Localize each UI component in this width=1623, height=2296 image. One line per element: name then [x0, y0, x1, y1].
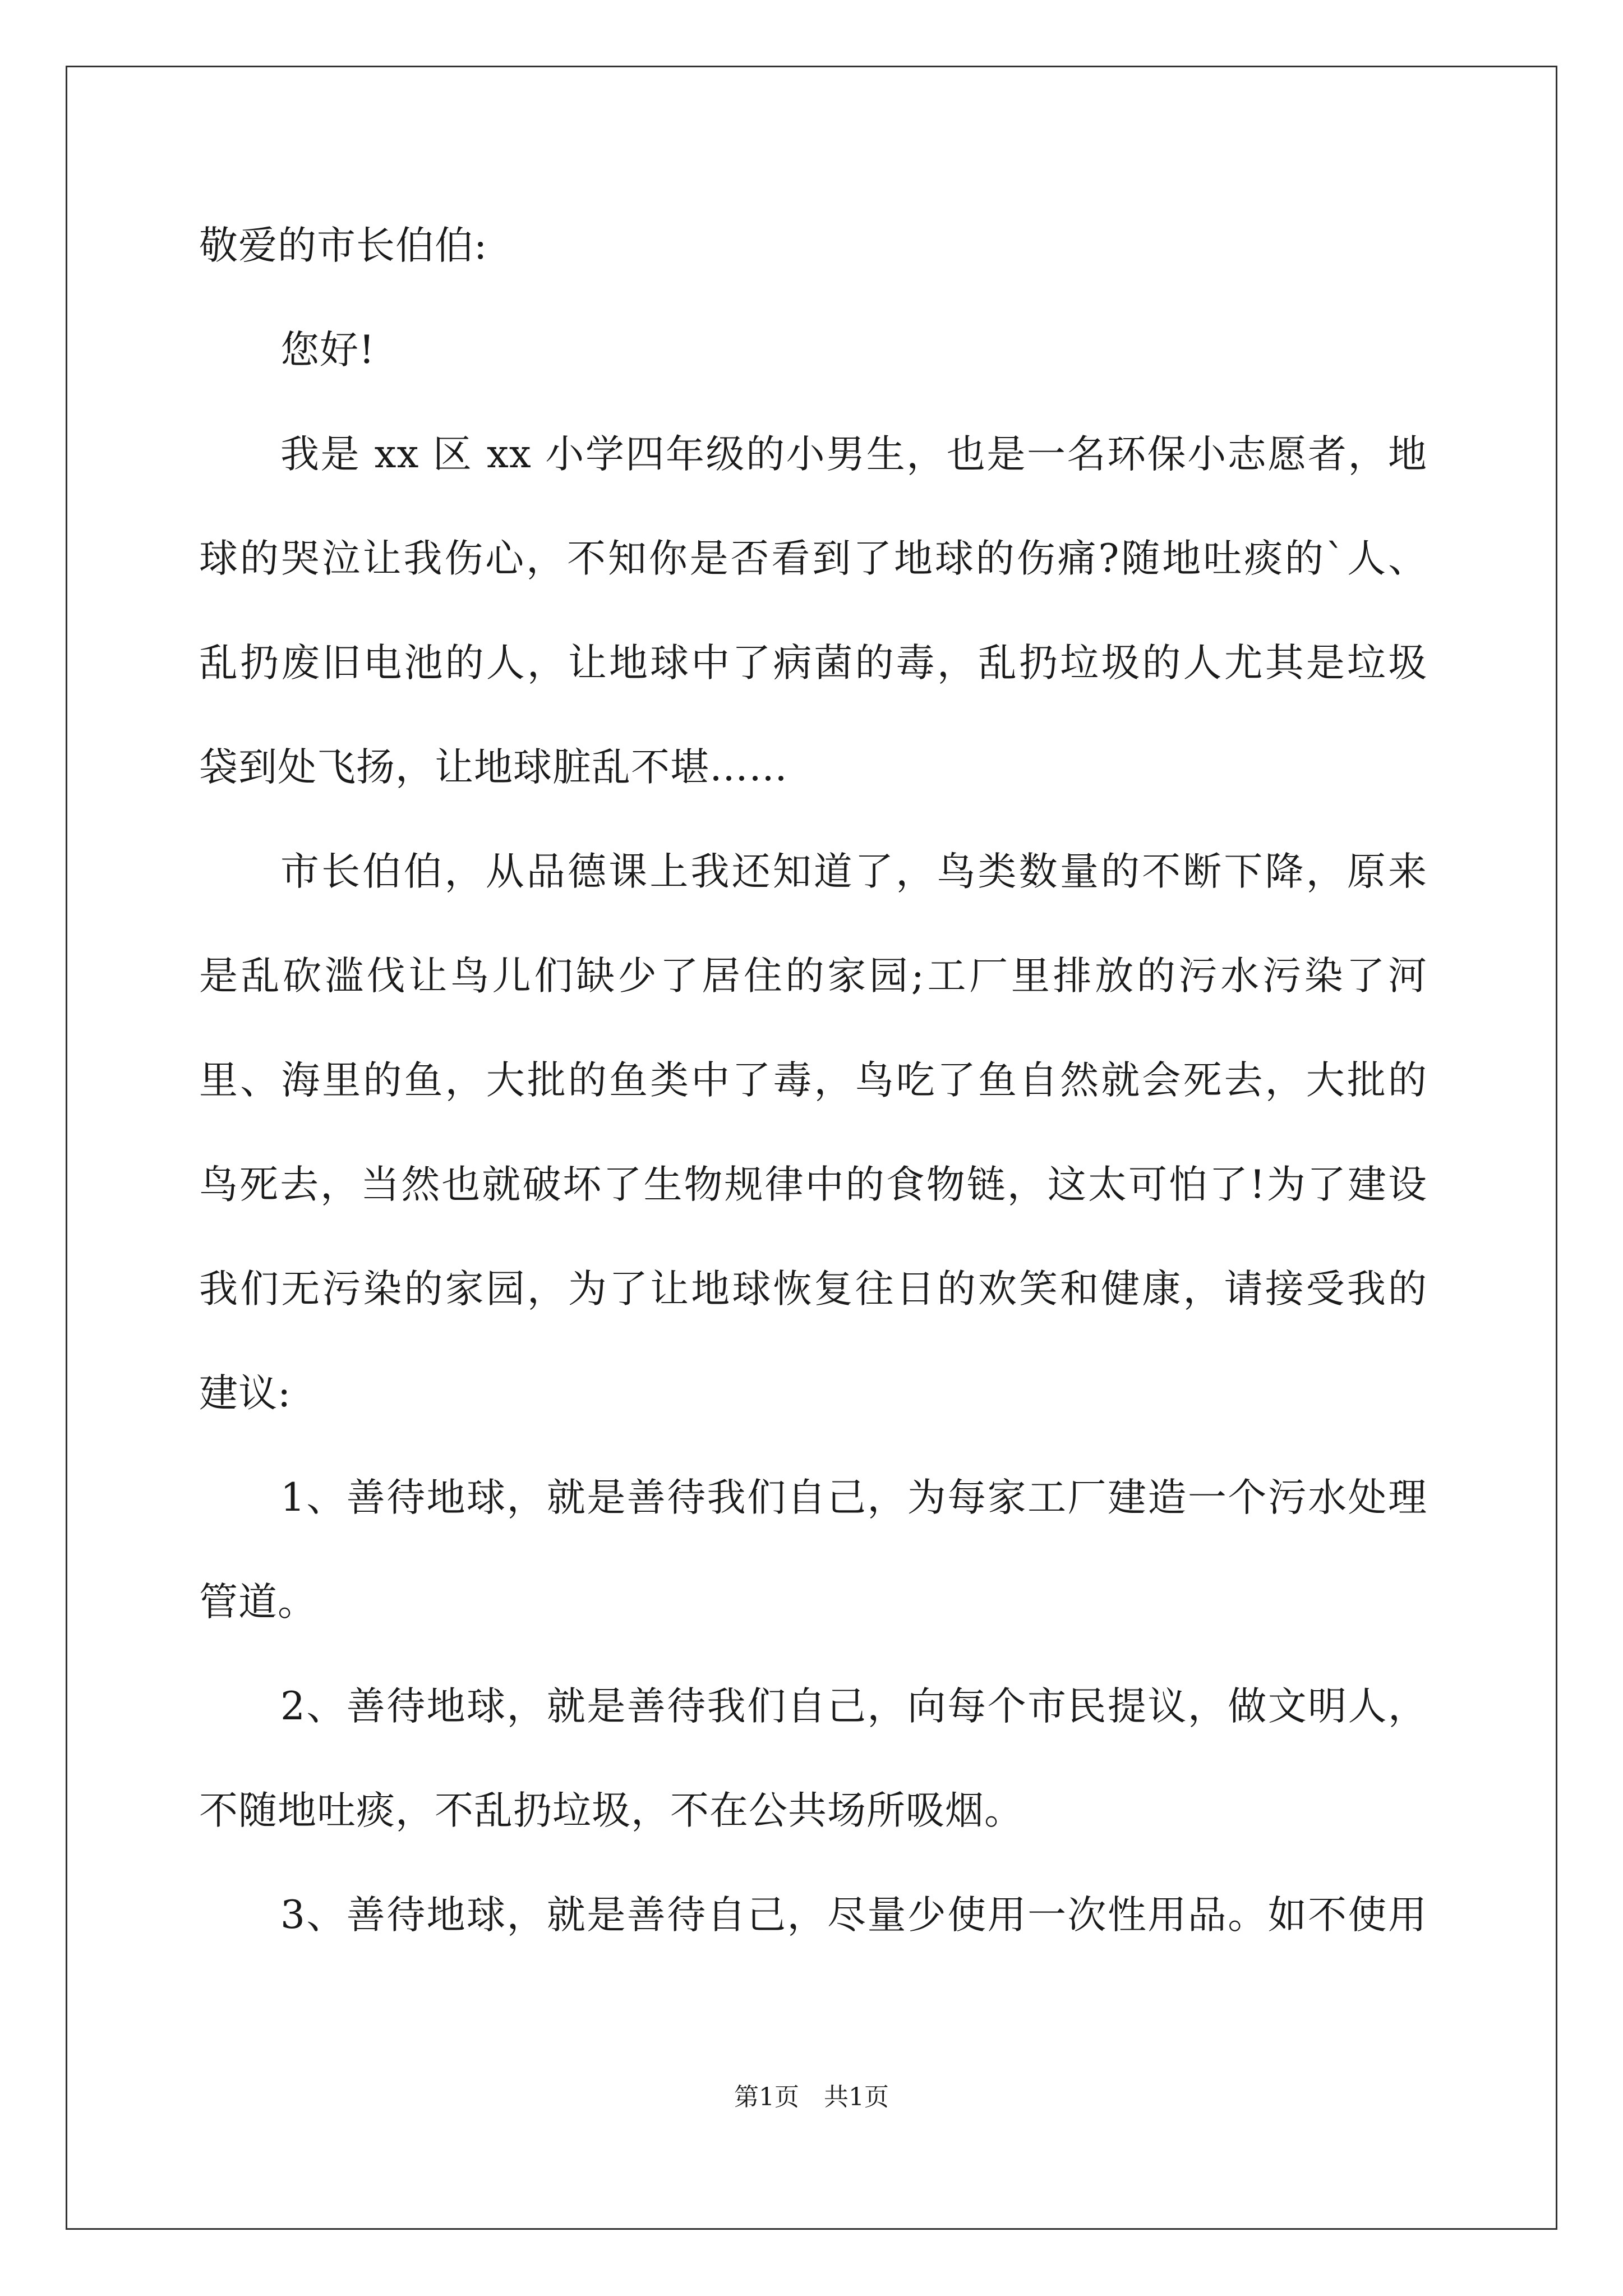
paragraph-line: 不随地吐痰，不乱扔垃圾，不在公共场所吸烟。	[199, 1788, 1023, 1833]
paragraph-line: 袋到处飞扬，让地球脏乱不堪……	[199, 745, 788, 790]
paragraph-line: 市长伯伯，从品德课上我还知道了，鸟类数量的不断下降，原来	[280, 849, 1427, 894]
paragraph-line: 建议:	[199, 1371, 292, 1416]
paragraph-line: 球的哭泣让我伤心，不知你是否看到了地球的伤痛?随地吐痰的`人、	[199, 536, 1427, 581]
paragraph-line: 是乱砍滥伐让鸟儿们缺少了居住的家园;工厂里排放的污水污染了河	[199, 954, 1427, 999]
paragraph-line: 管道。	[199, 1580, 317, 1625]
suggestion-item-1: 1、善待地球，就是善待我们自己，为每家工厂建造一个污水处理	[280, 1475, 1427, 1520]
letter-greeting: 您好!	[280, 328, 375, 372]
letter-body	[199, 223, 1427, 1997]
suggestion-item-3: 3、善待地球，就是善待自己，尽量少使用一次性用品。如不使用	[280, 1893, 1427, 1938]
paragraph-line: 鸟死去，当然也就破坏了生物规律中的食物链，这太可怕了!为了建设	[199, 1162, 1427, 1207]
paragraph-line: 乱扔废旧电池的人，让地球中了病菌的毒，乱扔垃圾的人尤其是垃圾	[199, 641, 1427, 685]
paragraph-line: 我是 xx 区 xx 小学四年级的小男生，也是一名环保小志愿者，地	[280, 432, 1427, 477]
letter-salutation: 敬爱的市长伯伯:	[199, 223, 488, 268]
paragraph-line: 我们无污染的家园，为了让地球恢复往日的欢笑和健康，请接受我的	[199, 1267, 1427, 1312]
paragraph-line: 里、海里的鱼，大批的鱼类中了毒，鸟吃了鱼自然就会死去，大批的	[199, 1058, 1427, 1103]
suggestion-item-2: 2、善待地球，就是善待我们自己，向每个市民提议，做文明人，	[280, 1684, 1427, 1729]
page-number-footer: 第1页 共1页	[734, 2083, 889, 2111]
